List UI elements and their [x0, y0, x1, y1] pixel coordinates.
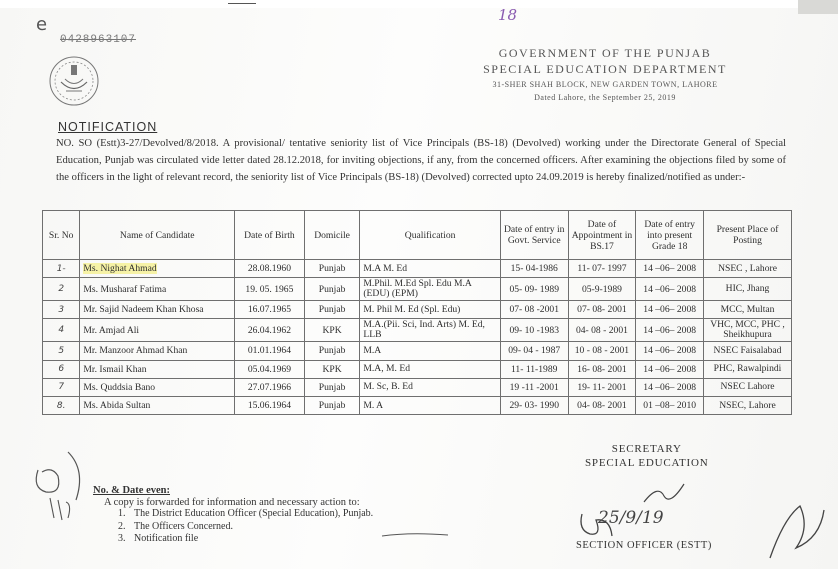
- header-dob: Date of Birth: [235, 211, 305, 260]
- list-item: [118, 521, 373, 534]
- header-address: 31-SHER SHAH BLOCK, NEW GARDEN TOWN, LAHORE: [492, 80, 718, 89]
- cell-qualification: M. Phil M. Ed (Spl. Edu): [360, 301, 501, 319]
- endorsement-list: [118, 508, 373, 546]
- notification-body: NO. SO (Estt)3-27/Devolved/8/2018. A provisional/ tentative seniority list of Vice Principals (BS-18) (Devolved) working under the Directorate General of Special Education, Punjab was circulated vide letter dated 28.12.2018, for inviting objections, if any, from the concerned officers. After examining the objections filed by some of the officers in the light of relevant record, the seniority list of Vice Principals (BS-18) (Devolved) corrected upto 24.09.2019 is hereby finalized/notified as under:-: [56, 138, 786, 183]
- cell-govt-entry: 15- 04-1986: [500, 260, 568, 278]
- cell-grade18: 14 –06– 2008: [636, 360, 704, 378]
- list-item-text: The Officers Concerned.: [134, 520, 233, 532]
- cell-name: Mr. Sajid Nadeem Khan Khosa: [80, 301, 235, 319]
- cell-domicile: Punjab: [304, 301, 360, 319]
- handwritten-number: 18: [498, 6, 518, 24]
- cell-dob: 01.01.1964: [235, 342, 305, 360]
- cell-domicile: Punjab: [304, 342, 360, 360]
- cell-sr: 6: [43, 360, 80, 378]
- cell-grade18: 14 –06– 2008: [636, 319, 704, 342]
- cell-name: Ms. Musharaf Fatima: [80, 278, 235, 301]
- cell-bs17: 10 - 08 - 2001: [568, 342, 636, 360]
- table-body: [43, 260, 792, 415]
- table-row: [43, 260, 792, 278]
- cell-grade18: 14 –06– 2008: [636, 301, 704, 319]
- cell-bs17: 19- 11- 2001: [568, 378, 636, 396]
- header-domicile: Domicile: [304, 211, 360, 260]
- list-item-text: The District Education Officer (Special Education), Punjab.: [134, 508, 374, 519]
- cell-posting: PHC, Rawalpindi: [704, 360, 792, 378]
- cell-govt-entry: 07- 08 -2001: [500, 301, 568, 319]
- cell-bs17: 16- 08- 2001: [568, 360, 636, 378]
- cell-govt-entry: 09- 10 -1983: [500, 319, 568, 342]
- cell-sr: 7: [43, 378, 80, 396]
- cell-dob: 26.04.1962: [235, 319, 305, 342]
- cell-sr: 1-: [43, 260, 80, 278]
- cell-qualification: M.A.(Pii. Sci, Ind. Arts) M. Ed, LLB: [360, 319, 501, 342]
- cell-sr: 2: [43, 278, 80, 301]
- handwritten-mark: e: [36, 14, 48, 35]
- cell-qualification: M.A M. Ed: [360, 260, 501, 278]
- table-row: [43, 319, 792, 342]
- handwritten-date: 25/9/19: [598, 508, 664, 528]
- header-name: Name of Candidate: [80, 211, 235, 260]
- cell-qualification: M.Phil. M.Ed Spl. Edu M.A (EDU) (EPM): [360, 278, 501, 301]
- signature-block: [585, 442, 709, 470]
- list-item: [118, 533, 373, 546]
- table-row: [43, 396, 792, 414]
- cell-govt-entry: 05- 09- 1989: [500, 278, 568, 301]
- cell-govt-entry: 09- 04 - 1987: [500, 342, 568, 360]
- cell-domicile: KPK: [304, 360, 360, 378]
- cell-domicile: Punjab: [304, 378, 360, 396]
- cell-name: [80, 260, 235, 278]
- punjab-emblem-logo: [48, 55, 100, 107]
- list-item-number: 1.: [118, 508, 126, 519]
- seniority-table: [42, 210, 792, 415]
- header-grade18: Date of entry into present Grade 18: [636, 211, 704, 260]
- cell-posting: NSEC , Lahore: [704, 260, 792, 278]
- header-sr: Sr. No: [43, 211, 80, 260]
- cell-grade18: 14 –06– 2008: [636, 378, 704, 396]
- cell-name: Mr. Ismail Khan: [80, 360, 235, 378]
- cell-posting: MCC, Multan: [704, 301, 792, 319]
- list-item: [118, 508, 373, 521]
- cell-sr: 4: [43, 319, 80, 342]
- cell-dob: 15.06.1964: [235, 396, 305, 414]
- header-qualification: Qualification: [360, 211, 501, 260]
- header-bs17: Date of Appointment in BS.17: [568, 211, 636, 260]
- cell-name: Ms. Abida Sultan: [80, 396, 235, 414]
- cell-name: Mr. Amjad Ali: [80, 319, 235, 342]
- cell-domicile: Punjab: [304, 278, 360, 301]
- header-govt-entry: Date of entry in Govt. Service: [500, 211, 568, 260]
- table-row: [43, 301, 792, 319]
- signatory-title: SECRETARY: [611, 443, 682, 455]
- cell-name: Mr. Manzoor Ahmad Khan: [80, 342, 235, 360]
- cell-bs17: 11- 07- 1997: [568, 260, 636, 278]
- top-pen-mark: [228, 3, 256, 4]
- table-row: [43, 378, 792, 396]
- cell-posting: HIC, Jhang: [704, 278, 792, 301]
- cell-posting: NSEC, Lahore: [704, 396, 792, 414]
- cell-posting: VHC, MCC, PHC , Sheikhupura: [704, 319, 792, 342]
- cell-dob: 16.07.1965: [235, 301, 305, 319]
- cell-sr: 3: [43, 301, 80, 319]
- cell-qualification: M.A, M. Ed: [360, 360, 501, 378]
- cell-dob: 27.07.1966: [235, 378, 305, 396]
- cell-qualification: M.A: [360, 342, 501, 360]
- table-row: [43, 360, 792, 378]
- cell-dob: 05.04.1969: [235, 360, 305, 378]
- top-margin: [0, 0, 838, 8]
- section-officer-title: SECTION OFFICER (ESTT): [576, 540, 712, 551]
- table-row: [43, 342, 792, 360]
- table-header-row: [43, 211, 792, 260]
- cell-qualification: M. A: [360, 396, 501, 414]
- header-date: Dated Lahore, the September 25, 2019: [534, 93, 676, 102]
- cell-grade18: 01 –08– 2010: [636, 396, 704, 414]
- cell-grade18: 14 –06– 2008: [636, 342, 704, 360]
- cell-govt-entry: 19 -11 -2001: [500, 378, 568, 396]
- signatory-department: SPECIAL EDUCATION: [585, 457, 709, 469]
- cell-sr: 5: [43, 342, 80, 360]
- cell-bs17: 05-9-1989: [568, 278, 636, 301]
- margin-signature-scribble: [760, 498, 830, 564]
- header-government: GOVERNMENT OF THE PUNJAB: [498, 46, 712, 60]
- cell-domicile: Punjab: [304, 396, 360, 414]
- corner-shadow: [798, 0, 838, 14]
- highlighted-name: Ms. Nighat Ahmad: [83, 263, 157, 275]
- cell-sr: 8.: [43, 396, 80, 414]
- header-department: SPECIAL EDUCATION DEPARTMENT: [483, 62, 727, 76]
- list-item-text: Notification file: [134, 533, 199, 544]
- cell-govt-entry: 11- 11-1989: [500, 360, 568, 378]
- cell-bs17: 04- 08 - 2001: [568, 319, 636, 342]
- list-item-number: 3.: [118, 533, 126, 544]
- cell-grade18: 14 –06– 2008: [636, 278, 704, 301]
- signature-scribble: [640, 478, 690, 508]
- cell-posting: NSEC Lahore: [704, 378, 792, 396]
- header-posting: Present Place of Posting: [704, 211, 792, 260]
- pen-stroke: [380, 530, 450, 540]
- endorsement-text: A copy is forwarded for information and necessary action to:: [104, 497, 360, 508]
- list-item-number: 2.: [118, 520, 126, 532]
- cell-domicile: Punjab: [304, 260, 360, 278]
- cell-domicile: KPK: [304, 319, 360, 342]
- cell-name: Ms. Quddsia Bano: [80, 378, 235, 396]
- cell-dob: 28.08.1960: [235, 260, 305, 278]
- notification-title: NOTIFICATION: [58, 120, 158, 134]
- cell-govt-entry: 29- 03- 1990: [500, 396, 568, 414]
- cell-qualification: M. Sc, B. Ed: [360, 378, 501, 396]
- handwritten-annotation-left: [28, 440, 100, 522]
- table-row: [43, 278, 792, 301]
- cell-posting: NSEC Faisalabad: [704, 342, 792, 360]
- cell-bs17: 04- 08- 2001: [568, 396, 636, 414]
- cell-grade18: 14 –06– 2008: [636, 260, 704, 278]
- reference-code: 0428963107: [60, 34, 137, 46]
- endorsement-title: No. & Date even:: [93, 485, 170, 496]
- cell-dob: 19. 05. 1965: [235, 278, 305, 301]
- cell-bs17: 07- 08- 2001: [568, 301, 636, 319]
